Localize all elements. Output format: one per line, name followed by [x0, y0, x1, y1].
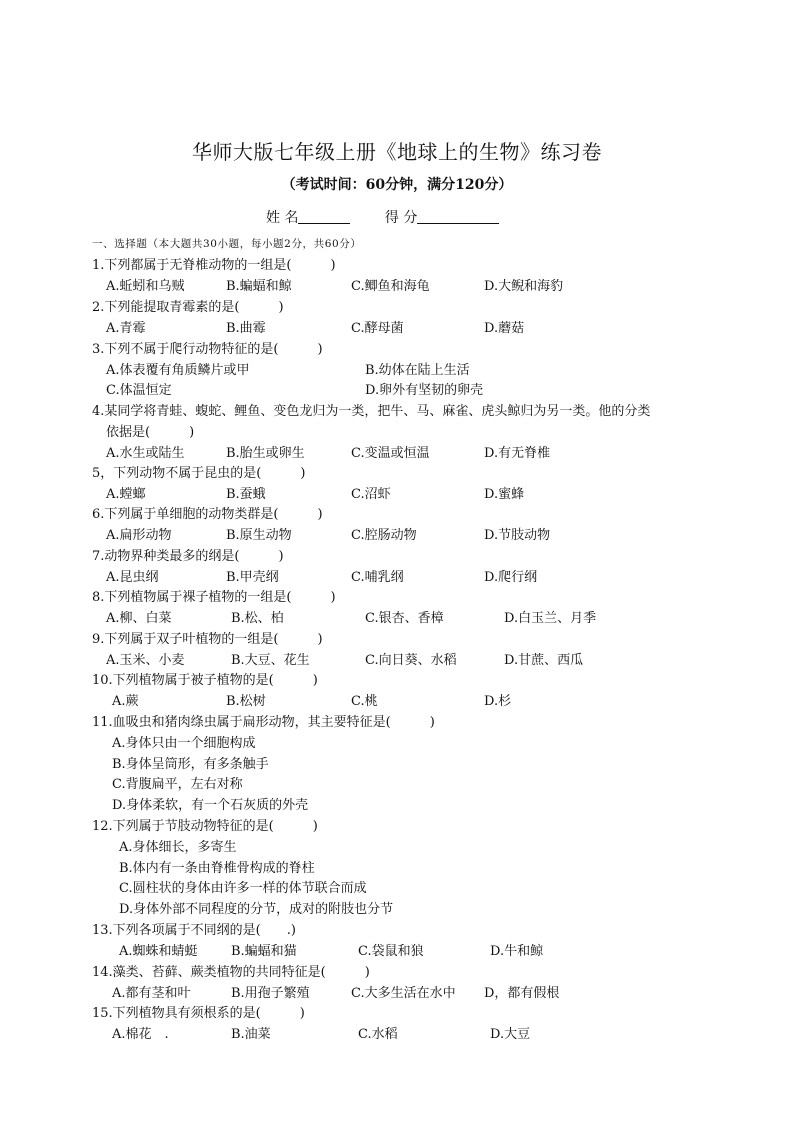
- option-d: D，都有假根: [484, 986, 560, 1001]
- option-c: C.袋鼠和狼: [358, 944, 424, 959]
- option-c: C.鲫鱼和海龟: [351, 279, 430, 294]
- question-stem: 11.血吸虫和猪肉绦虫属于扁形动物，其主要特征是( ): [92, 715, 435, 730]
- option-a: A.青霉: [106, 321, 146, 336]
- option-c: C.变温或恒温: [351, 446, 430, 461]
- option-b: B.原生动物: [226, 528, 292, 543]
- name-label: 姓 名: [266, 210, 299, 226]
- question-stem: 10.下列植物属于被子植物的是( ): [92, 673, 318, 688]
- option-b: B.曲霉: [226, 321, 266, 336]
- exam-time-info: （考试时间：60分钟，满分120分）: [281, 177, 513, 193]
- option-a: A.都有茎和叶: [112, 986, 191, 1001]
- option-a: A.蚯蚓和乌贼: [106, 279, 185, 294]
- option-d: D.有无脊椎: [484, 446, 551, 461]
- question-stem: 14.藻类、苔藓、蕨类植物的共同特征是( ): [92, 965, 370, 980]
- option-c: C.向日葵、水稻: [365, 653, 457, 668]
- option-c: C.银杏、香樟: [365, 611, 444, 626]
- question-stem-continued: 依据是( ): [106, 425, 195, 440]
- option-a: A.螳螂: [106, 487, 146, 502]
- option-c: C.腔肠动物: [351, 528, 417, 543]
- option-d: D.蜜蜂: [484, 487, 525, 502]
- option-b: B.蚕蛾: [226, 487, 266, 502]
- option-b: B.体内有一条由脊椎骨构成的脊柱: [119, 861, 315, 876]
- option-c: C.背腹扁平，左右对称: [112, 777, 243, 792]
- option-c: C.酵母菌: [351, 321, 404, 336]
- option-d: D.牛和鲸: [490, 944, 544, 959]
- option-b: B.大豆、花生: [231, 653, 310, 668]
- option-b: B.松、柏: [231, 611, 284, 626]
- option-a: A.体表覆有角质鳞片或甲: [106, 363, 250, 378]
- option-a: A.水生或陆生: [106, 446, 185, 461]
- option-d: D.杉: [484, 694, 512, 709]
- option-d: D.身体外部不同程度的分节，成对的附肢也分节: [119, 902, 394, 917]
- option-a: A.身体细长，多寄生: [119, 840, 237, 855]
- option-d: D.卵外有坚韧的卵壳: [365, 383, 484, 398]
- option-b: B.用孢子繁殖: [231, 986, 310, 1001]
- option-b: B.幼体在陆上生活: [365, 363, 470, 378]
- option-b: B.甲壳纲: [226, 570, 279, 585]
- option-c: C.体温恒定: [106, 383, 172, 398]
- question-stem: 6.下列属于单细胞的动物类群是( ): [92, 507, 323, 522]
- question-stem: 15.下列植物具有须根系的是( ): [92, 1006, 305, 1021]
- option-b: B.油菜: [231, 1027, 271, 1042]
- option-b: B.蝙蝠和鲸: [226, 279, 292, 294]
- option-c: C.沼虾: [351, 487, 391, 502]
- option-c: C.水稻: [358, 1027, 398, 1042]
- option-b: B.蝙蝠和猫: [231, 944, 297, 959]
- option-b: B.身体呈筒形，有多条触手: [112, 757, 269, 772]
- option-d: D.白玉兰、月季: [504, 611, 597, 626]
- question-stem: 9.下列属于双子叶植物的一组是( ): [92, 632, 323, 647]
- option-a: A.昆虫纲: [106, 570, 159, 585]
- page-title: 华师大版七年级上册《地球上的生物》练习卷: [192, 140, 602, 164]
- option-d: D.身体柔软，有一个石灰质的外壳: [112, 798, 309, 813]
- option-a: A.蕨: [112, 694, 139, 709]
- question-stem: 5，下列动物不属于昆虫的是( ): [92, 466, 306, 481]
- option-c: C.大多生活在水中: [351, 986, 456, 1001]
- question-stem: 8.下列植物属于裸子植物的一组是( ): [92, 590, 336, 605]
- option-a: A.棉花 .: [112, 1027, 169, 1042]
- score-blank: [417, 209, 499, 224]
- option-b: B.胎生或卵生: [226, 446, 305, 461]
- student-info-line: [266, 207, 499, 227]
- question-stem: 12.下列属于节肢动物特征的是( ): [92, 819, 318, 834]
- option-d: D.大鲵和海豹: [484, 279, 564, 294]
- question-stem: 2.下列能提取青霉素的是( ): [92, 300, 284, 315]
- question-stem: 4.某同学将青蛙、蝮蛇、鲤鱼、变色龙归为一类，把牛、马、麻雀、虎头鲸归为另一类。他的分类: [92, 404, 651, 419]
- question-stem: 1.下列都属于无脊椎动物的一组是( ): [92, 258, 336, 273]
- name-blank: [298, 209, 350, 224]
- option-d: D.爬行纲: [484, 570, 538, 585]
- option-d: D.蘑菇: [484, 321, 525, 336]
- option-b: B.松树: [226, 694, 266, 709]
- option-c: C.桃: [351, 694, 378, 709]
- option-a: A.身体只由一个细胞构成: [112, 736, 256, 751]
- question-stem: 3.下列不属于爬行动物特征的是( ): [92, 342, 323, 357]
- option-c: C.圆柱状的身体由许多一样的体节联合而成: [119, 881, 367, 896]
- section-heading: 一、选择题（本大题共30小题，每小题2分，共60分）: [92, 238, 362, 250]
- option-d: D.节肢动物: [484, 528, 551, 543]
- option-a: A.玉米、小麦: [106, 653, 185, 668]
- option-a: A.扁形动物: [106, 528, 172, 543]
- option-a: A.蜘蛛和蜻蜓: [119, 944, 198, 959]
- option-c: C.哺乳纲: [351, 570, 404, 585]
- option-d: D.甘蔗、西瓜: [504, 653, 584, 668]
- option-d: D.大豆: [490, 1027, 531, 1042]
- question-stem: 13.下列各项属于不同纲的是( .): [92, 923, 296, 938]
- question-stem: 7.动物界种类最多的纲是( ): [92, 549, 284, 564]
- option-a: A.柳、白菜: [106, 611, 172, 626]
- score-label: 得 分: [384, 210, 418, 226]
